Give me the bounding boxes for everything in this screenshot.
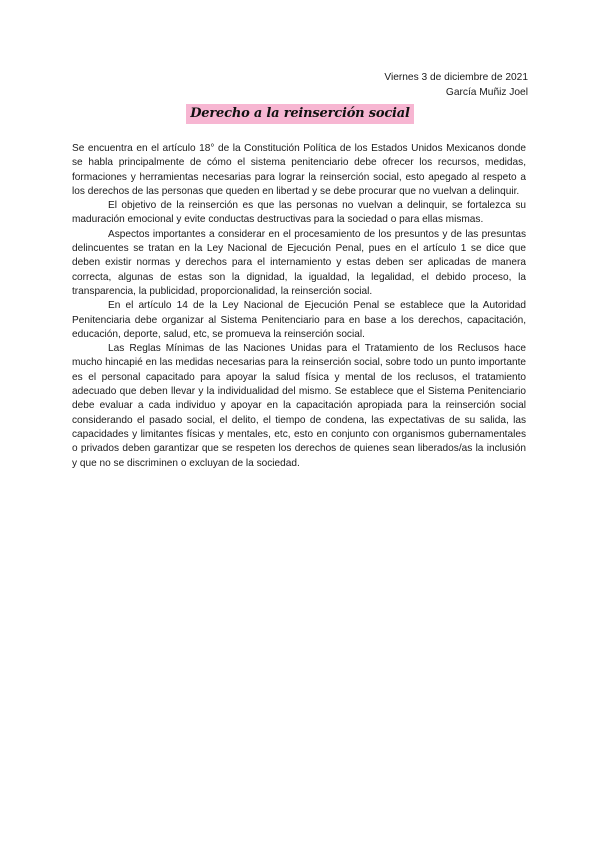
- paragraph-3: Aspectos importantes a considerar en el procesamiento de los presuntos y de las presuntas delincuentes se tratan en la Ley Nacional de Ejecución Penal, pues en el artículo 1 se dice que deben existir normas y derechos para el internamiento y estas deben ser aplicadas de manera correcta, algunas de estas son la dignidad, la igualdad, la legalidad, el debido proceso, la transparencia, la publicidad, proporcionalidad, la reinserción social.: [72, 228, 526, 297]
- document-date: Viernes 3 de diciembre de 2021: [384, 72, 528, 83]
- paragraph-5: Las Reglas Mínimas de las Naciones Unidas para el Tratamiento de los Reclusos hace mucho hincapié en las medidas necesarias para la reinserción social, sobre todo un punto importante es el personal capacitado para apoyar la salud física y mental de los reclusos, el tratamiento adecuado que deben llevar y la individualidad del mismo. Se establece que el Sistema Penitenciario debe evaluar a cada individuo y apoyar en la capacitación apropiada para la reinserción social considerando el pasado social, el delito, el tiempo de condena, las expectativas de su salida, las capacidades y limitantes físicas y mentales, etc, esto en conjunto con organismos gubernamentales o privados deben garantizar que se respeten los derechos de quienes sean liberados/as la inclusión y que no se discriminen o excluyan de la sociedad.: [72, 343, 526, 469]
- document-header: [384, 70, 528, 100]
- paragraph-4: En el artículo 14 de la Ley Nacional de Ejecución Penal se establece que la Autoridad Penitenciaria debe organizar al Sistema Penitenciario para en base a los derechos, capacitación, educación, deporte, salud, etc, se promueva la reinserción social.: [72, 300, 526, 340]
- document-body: [72, 142, 526, 471]
- title-container: [0, 104, 600, 124]
- paragraph-1: Se encuentra en el artículo 18° de la Constitución Política de los Estados Unidos Mexicanos donde se habla principalmente de cómo el sistema penitenciario debe ofrecer los recursos, medidas, formaciones y herramientas necesarias para lograr la reinserción social, esto apegado al respeto a los derechos de las personas que queden en libertad y se debe procurar que no vuelvan a delinquir.: [72, 143, 526, 197]
- paragraph-2: El objetivo de la reinserción es que las personas no vuelvan a delinquir, se fortalezca su maduración emocional y evite conductas destructivas para la sociedad o para ellas mismas.: [72, 200, 526, 226]
- document-author: García Muñiz Joel: [445, 87, 528, 98]
- document-title: Derecho a la reinserción social: [186, 104, 414, 124]
